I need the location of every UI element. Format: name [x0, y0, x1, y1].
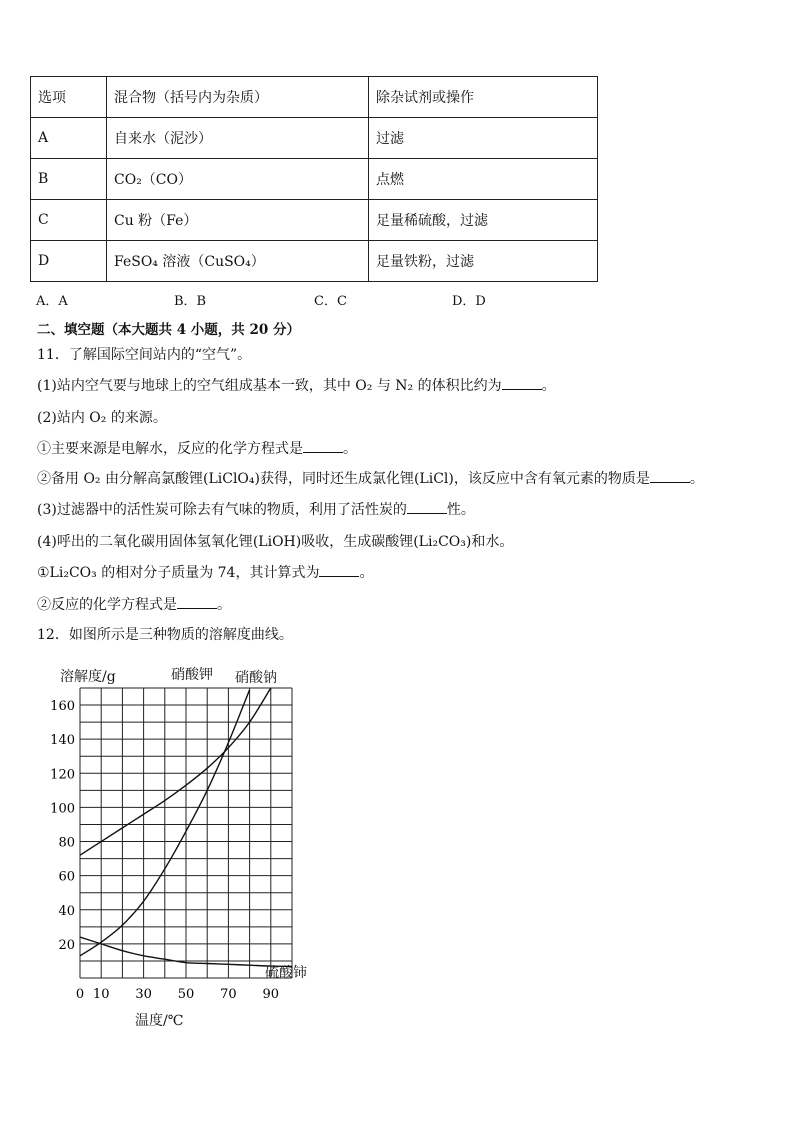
punctuation: 。 [217, 597, 231, 613]
answer-blank[interactable] [319, 564, 359, 577]
y-tick-label: 100 [50, 801, 75, 817]
table-cell-method: 点燃 [369, 159, 598, 200]
table-cell-mixture: Cu 粉（Fe） [107, 200, 369, 241]
y-tick-label: 20 [58, 937, 75, 953]
y-tick-label: 120 [50, 767, 75, 783]
answer-blank[interactable] [303, 440, 343, 453]
x-tick-label: 50 [177, 987, 195, 1002]
solubility-chart [40, 680, 320, 1010]
y-tick-label: 60 [58, 869, 75, 885]
question-11-part-2b [37, 468, 704, 488]
punctuation: 。 [541, 378, 556, 394]
question-11-part-4a [37, 562, 373, 582]
x-tick-label: 0 [75, 987, 85, 1002]
y-tick-label: 140 [50, 733, 75, 749]
x-tick-label: 10 [92, 987, 110, 1002]
table-header-cell: 混合物（括号内为杂质） [107, 77, 369, 118]
table-row [31, 200, 598, 241]
table-cell-option: D [31, 241, 107, 282]
answer-choices [36, 290, 596, 308]
table-row [31, 241, 598, 282]
x-tick-label: 30 [135, 987, 152, 1002]
table-cell-method: 足量铁粉，过滤 [369, 241, 598, 282]
question-11-part-4: (4)呼出的二氧化碳用固体氢氧化锂(LiOH)吸收，生成碳酸锂(Li₂CO₃)和水。 [37, 534, 514, 550]
series-label-kno3: 硝酸钾 [171, 667, 213, 683]
table-row [31, 118, 598, 159]
question-text: (3)过滤器中的活性炭可除去有气味的物质，利用了活性炭的 [37, 502, 407, 518]
section-heading: 二、填空题（本大题共 4 小题，共 20 分） [37, 322, 300, 338]
question-text: ①Li₂CO₃ 的相对分子质量为 74，其计算式为 [37, 565, 320, 581]
table-cell-mixture: FeSO₄ 溶液（CuSO₄） [107, 241, 369, 282]
punctuation: 。 [343, 441, 357, 457]
question-11-part-2a [37, 438, 357, 458]
question-11-title: 11．了解国际空间站内的“空气”。 [37, 347, 252, 363]
y-axis-label: 溶解度/g [60, 669, 116, 685]
table-cell-mixture: CO₂（CO） [107, 159, 369, 200]
x-axis-label: 温度/℃ [135, 1013, 184, 1029]
x-tick-label: 90 [262, 987, 280, 1002]
question-11-part-3 [37, 499, 475, 519]
table-cell-mixture: 自来水（泥沙） [107, 118, 369, 159]
question-11-part-1 [37, 375, 556, 395]
options-table [30, 76, 598, 282]
table-cell-option: B [31, 159, 107, 200]
answer-choice-a[interactable]: A．A [36, 294, 68, 309]
punctuation: 。 [359, 565, 374, 581]
question-text: ②备用 O₂ 由分解高氯酸锂(LiClO₄)获得，同时还生成氯化锂(LiCl)，该反应中含有氧元素的物质是 [37, 471, 650, 487]
table-cell-option: C [31, 200, 107, 241]
question-text: ①主要来源是电解水，反应的化学方程式是 [37, 441, 303, 457]
table-header-cell: 除杂试剂或操作 [369, 77, 598, 118]
series-line-nano3 [80, 688, 271, 855]
answer-choice-b[interactable]: B．B [174, 294, 207, 309]
question-text: 性。 [446, 502, 475, 518]
question-text: ②反应的化学方程式是 [37, 597, 177, 613]
table-cell-method: 足量稀硫酸，过滤 [369, 200, 598, 241]
table-row [31, 159, 598, 200]
table-cell-method: 过滤 [369, 118, 598, 159]
y-tick-label: 80 [58, 835, 75, 851]
answer-choice-d[interactable]: D．D [452, 294, 486, 309]
question-text: (1)站内空气要与地球上的空气组成基本一致，其中 O₂ 与 N₂ 的体积比约为 [37, 378, 502, 394]
answer-blank[interactable] [650, 470, 690, 483]
x-tick-label: 70 [220, 987, 237, 1002]
y-tick-label: 160 [50, 699, 75, 715]
question-11-part-2: (2)站内 O₂ 的来源。 [37, 410, 167, 426]
series-label-ce2so43: 硫酸铈 [265, 965, 307, 981]
answer-blank[interactable] [407, 501, 447, 514]
answer-blank[interactable] [177, 596, 217, 609]
table-header-cell: 选项 [31, 77, 107, 118]
question-11-part-4b [37, 594, 231, 614]
answer-blank[interactable] [502, 377, 542, 390]
answer-choice-c[interactable]: C．C [314, 294, 347, 309]
y-tick-label: 40 [58, 903, 75, 919]
series-label-nano3: 硝酸钠 [235, 670, 277, 686]
table-header-row [31, 77, 598, 118]
punctuation: 。 [689, 471, 704, 487]
question-12-title: 12．如图所示是三种物质的溶解度曲线。 [37, 627, 293, 643]
table-cell-option: A [31, 118, 107, 159]
